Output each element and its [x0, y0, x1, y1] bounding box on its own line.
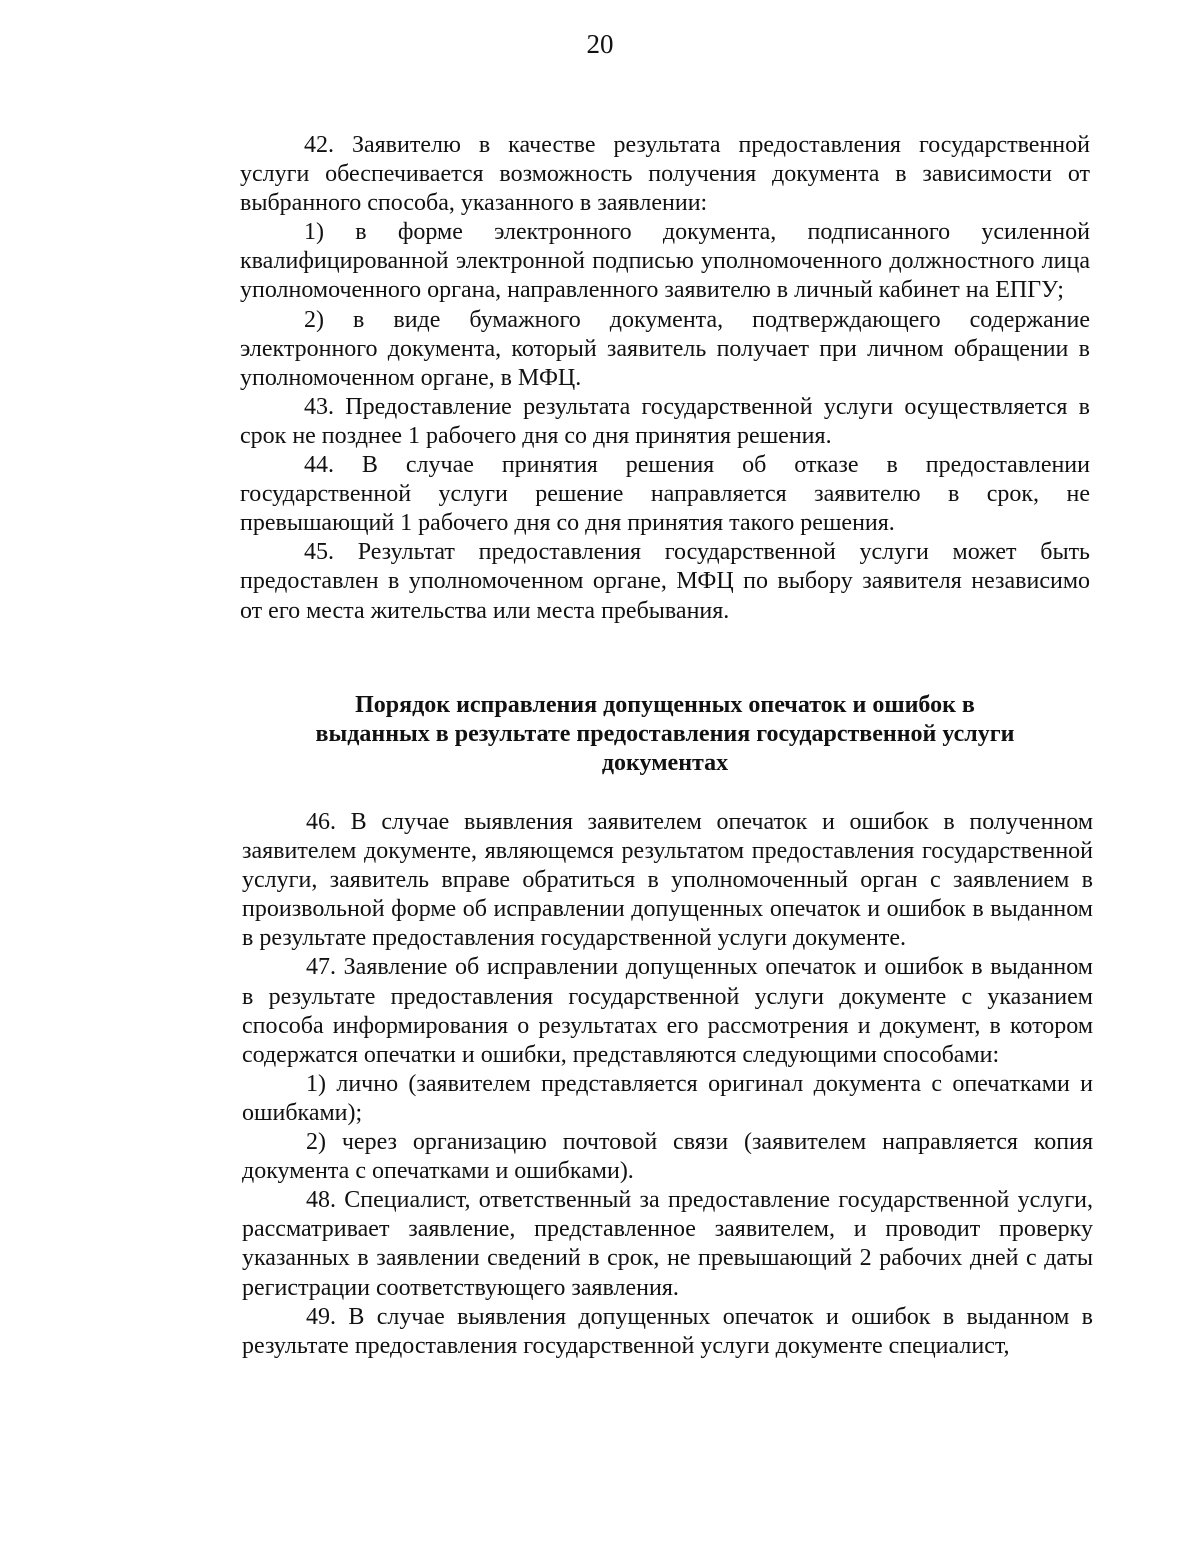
section-heading-line: документах — [601, 750, 729, 776]
paragraph-47: 47. Заявление об исправлении допущенных опечаток и ошибок в выданном в результате предоставления государственной услуги документе с указанием способа информирования о результатах его рассмотрения и документ, в котором содержатся опечатки и ошибки, представляются следующими способами: — [242, 954, 1093, 1068]
paragraph-42-item-2: 2) в виде бумажного документа, подтверждающего содержание электронного документа, который заявитель получает при личном обращении в уполномоченном органе, в МФЦ. — [240, 306, 1090, 391]
paragraph-45: 45. Результат предоставления государственной услуги может быть предоставлен в уполномоченном органе, МФЦ по выбору заявителя независимо от его места жительства или места пребывания. — [240, 539, 1090, 624]
paragraph-44: 44. В случае принятия решения об отказе в предоставлении государственной услуги решение направляется заявителю в срок, не превышающий 1 рабочего дня со дня принятия такого решения. — [240, 452, 1090, 537]
section-heading-line: Порядок исправления допущенных опечаток и ошибок в — [355, 692, 975, 718]
section-heading — [240, 691, 1090, 778]
paragraph-47-item-1: 1) лично (заявителем представляется оригинал документа с опечатками и ошибками); — [242, 1070, 1093, 1126]
paragraph-49: 49. В случае выявления допущенных опечаток и ошибок в выданном в результате предоставления государственной услуги документе специалист, — [242, 1303, 1093, 1359]
paragraph-46: 46. В случае выявления заявителем опечаток и ошибок в полученном заявителем документе, являющемся результатом предоставления государственной услуги, заявитель вправе обратиться в уполномоченный орган с заявлением в произвольной форме об исправлении допущенных опечаток и ошибок в выданном в результате предоставления государственной услуги документе. — [242, 809, 1093, 952]
paragraph-48: 48. Специалист, ответственный за предоставление государственной услуги, рассматривает заявление, представленное заявителем, и проводит проверку указанных в заявлении сведений в срок, не превышающий 2 рабочих дней с даты регистрации соответствующего заявления. — [242, 1187, 1093, 1301]
section-heading-line: выданных в результате предоставления государственной услуги — [315, 721, 1015, 747]
page-number: 20 — [586, 29, 614, 59]
paragraph-42: 42. Заявителю в качестве результата предоставления государственной услуги обеспечивается возможность получения документа в зависимости от выбранного способа, указанного в заявлении: — [240, 132, 1090, 217]
paragraph-47-item-2: 2) через организацию почтовой связи (заявителем направляется копия документа с опечатками и ошибками). — [242, 1129, 1093, 1185]
body-text-lower — [242, 808, 1093, 1361]
body-text-upper — [240, 131, 1090, 626]
paragraph-42-item-1: 1) в форме электронного документа, подписанного усиленной квалифицированной электронной подписью уполномоченного должностного лица уполномоченного органа, направленного заявителю в личный кабинет на ЕПГУ; — [240, 219, 1090, 304]
paragraph-43: 43. Предоставление результата государственной услуги осуществляется в срок не позднее 1 рабочего дня со дня принятия решения. — [240, 393, 1090, 449]
